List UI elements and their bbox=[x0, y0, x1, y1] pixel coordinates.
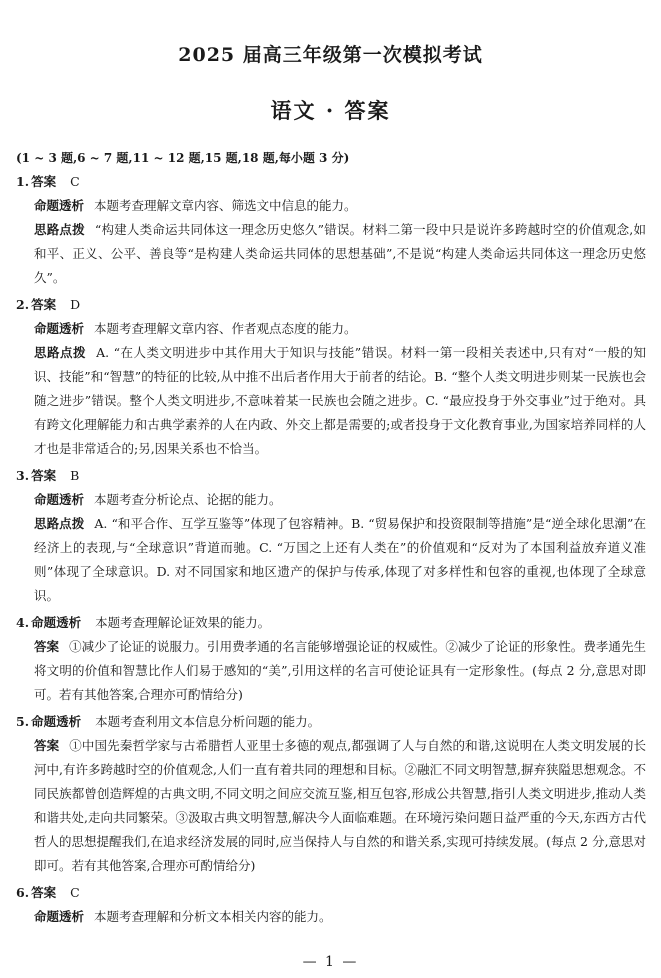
question-head-value: B bbox=[70, 468, 80, 483]
score-note: (1 ~ 3 题,6 ~ 7 题,11 ~ 12 题,15 题,18 题,每小题 3 分) bbox=[16, 151, 350, 165]
item-label: 命题透析 bbox=[34, 198, 85, 213]
question-head bbox=[16, 611, 646, 635]
page-number: — 1 — bbox=[302, 954, 359, 970]
item-text: A. “在人类文明进步中其作用大于知识与技能”错误。材料一第一段相关表述中,只有对“一般的知识、技能”和“智慧”的特征的比较,从中推不出后者作用大于前者的结论。B. “整个人类文明进步则某一民族也会随之进步”错误。整个人类文明进步,不意味着某一民族也会随之进步。C. “最应投身于外交事业”过于绝对。具有跨文化理解能力和古典学素养的人在内政、外交上都是需要的;或者投身于文化教育事业,为国家培养同样的人才也是非常适合的;另,因果关系也不恰当。 bbox=[34, 345, 646, 456]
question-head-label: 答案 bbox=[31, 468, 57, 483]
item-label: 命题透析 bbox=[34, 909, 85, 924]
question-item bbox=[16, 341, 646, 461]
item-label: 思路点拨 bbox=[34, 222, 85, 237]
question-item bbox=[16, 317, 646, 341]
item-text: 本题考查分析论点、论据的能力。 bbox=[94, 492, 282, 507]
question-number: 2. bbox=[16, 297, 30, 312]
question-head bbox=[16, 293, 646, 317]
question-item bbox=[16, 734, 646, 878]
question-head-label: 答案 bbox=[31, 297, 57, 312]
item-label: 命题透析 bbox=[34, 492, 85, 507]
question-item bbox=[16, 512, 646, 608]
question-number: 3. bbox=[16, 468, 30, 483]
item-label: 答案 bbox=[34, 738, 60, 753]
item-text: 本题考查理解文章内容、作者观点态度的能力。 bbox=[94, 321, 357, 336]
item-text: A. “和平合作、互学互鉴等”体现了包容精神。B. “贸易保护和投资限制等措施”是“逆全球化思潮”在经济上的表现,与“全球意识”背道而驰。C. “万国之上还有人类在”的价值观和“反对为了本国利益放弃道义准则”体现了全球意识。D. 对不同国家和地区遗产的保护与传承,体现了对多样性和包容的重视,也体现了全球意识。 bbox=[34, 516, 646, 603]
answer-content bbox=[16, 146, 646, 932]
question-block bbox=[16, 170, 646, 290]
question-item bbox=[16, 488, 646, 512]
question-number: 4. bbox=[16, 615, 30, 630]
question-item bbox=[16, 905, 646, 929]
question-item bbox=[16, 194, 646, 218]
question-head-value: D bbox=[70, 297, 81, 312]
question-block bbox=[16, 710, 646, 878]
question-number: 1. bbox=[16, 174, 30, 189]
question-number: 5. bbox=[16, 714, 30, 729]
item-label: 答案 bbox=[34, 639, 60, 654]
question-head bbox=[16, 881, 646, 905]
question-item bbox=[16, 218, 646, 290]
question-block bbox=[16, 293, 646, 461]
question-head bbox=[16, 170, 646, 194]
item-label: 思路点拨 bbox=[34, 345, 87, 360]
item-text: ①减少了论证的说服力。引用费孝通的名言能够增强论证的权威性。②减少了论证的形象性。费孝通先生将文明的价值和智慧比作人们易于感知的“美”,引用这样的名言可使论证具有一定形象性。(每点 2 分,意思对即可。若有其他答案,合理亦可酌情给分) bbox=[34, 639, 646, 702]
question-block bbox=[16, 464, 646, 608]
question-head-value: 本题考查理解论证效果的能力。 bbox=[95, 615, 271, 630]
item-label: 思路点拨 bbox=[34, 516, 85, 531]
question-head bbox=[16, 464, 646, 488]
subject-title: 语文 · 答案 bbox=[270, 98, 391, 123]
question-number: 6. bbox=[16, 885, 30, 900]
item-text: ①中国先秦哲学家与古希腊哲人亚里士多德的观点,都强调了人与自然的和谐,这说明在人类文明发展的长河中,有许多跨越时空的价值观念,人们一直有着共同的理想和目标。②融汇不同文明智慧,摒弃狭隘思想观念。不同民族都曾创造辉煌的古典文明,不同文明之间应交流互鉴,相互包容,形成公共智慧,指引人类文明进步,推动人类和谐共处,走向共同繁荣。③汲取古典文明智慧,解决今人面临难题。在环境污染问题日益严重的今天,东西方古代哲人的思想提醒我们,在追求经济发展的同时,应当保持人与自然的和谐关系,实现可持续发展。(每点 2 分,意思对即可。若有其他答案,合理亦可酌情给分) bbox=[34, 738, 646, 873]
item-text: “构建人类命运共同体这一理念历史悠久”错误。材料二第一段中只是说许多跨越时空的价值观念,如和平、正义、公平、善良等“是构建人类命运共同体的思想基础”,不是说“构建人类命运共同体这一理念历史悠久”。 bbox=[34, 222, 646, 285]
exam-title: 2025 届高三年级第一次模拟考试 bbox=[178, 44, 483, 66]
question-head-value: 本题考查利用文本信息分析问题的能力。 bbox=[95, 714, 321, 729]
question-block bbox=[16, 881, 646, 929]
item-text: 本题考查理解和分析文本相关内容的能力。 bbox=[94, 909, 332, 924]
question-item bbox=[16, 635, 646, 707]
question-head bbox=[16, 710, 646, 734]
question-head-value: C bbox=[70, 885, 80, 900]
question-head-label: 答案 bbox=[31, 885, 57, 900]
question-head-label: 命题透析 bbox=[31, 714, 82, 729]
item-label: 命题透析 bbox=[34, 321, 85, 336]
question-head-label: 答案 bbox=[31, 174, 57, 189]
question-head-label: 命题透析 bbox=[31, 615, 82, 630]
question-list bbox=[16, 170, 646, 929]
question-head-value: C bbox=[70, 174, 80, 189]
question-block bbox=[16, 611, 646, 707]
item-text: 本题考查理解文章内容、筛选文中信息的能力。 bbox=[94, 198, 357, 213]
